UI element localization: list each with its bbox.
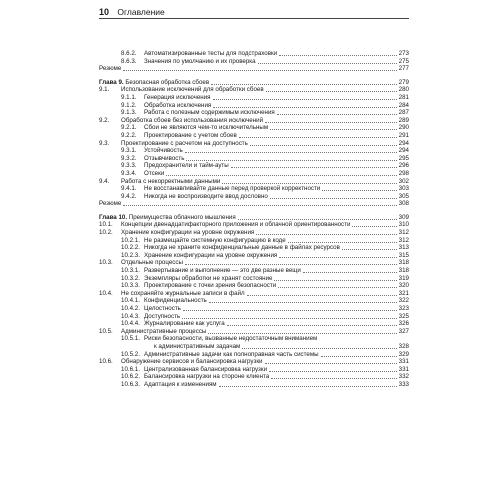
toc-entry-title [144, 335, 317, 343]
toc-entry[interactable] [99, 140, 409, 148]
toc-entry[interactable] [99, 117, 409, 125]
leader-dots [271, 378, 396, 379]
toc-entry-text: Устойчивость [144, 147, 183, 155]
toc-entry-text: Целостность [144, 305, 181, 312]
toc-page-number: 331 [398, 358, 409, 366]
toc-entry-text: Хранение конфигурации на уровне окружения [121, 229, 255, 237]
toc-entry-number: 9.2.2. [121, 131, 137, 139]
toc-entry-title [144, 297, 207, 305]
toc-page-number: 305 [398, 192, 409, 200]
toc-page-number: 321 [398, 289, 409, 297]
toc-page-number: 322 [398, 297, 409, 305]
leader-dots [123, 205, 396, 206]
toc-entry-text: Проектирование с расчетом на доступность [121, 139, 248, 147]
toc-entry[interactable] [99, 297, 409, 305]
toc-page-number: 315 [398, 251, 409, 259]
toc-entry-number: 10.4.4. [121, 320, 140, 328]
toc-entry-text: Резюме [99, 65, 122, 73]
toc-page-number: 273 [398, 50, 409, 57]
leader-dots [182, 318, 397, 319]
toc-entry-title [121, 259, 183, 267]
toc-entry[interactable] [99, 358, 409, 366]
toc-entry-number: 9.4. [99, 177, 110, 185]
toc-entry[interactable] [99, 185, 409, 193]
toc-entry-title [121, 178, 220, 186]
toc-entry-text: Использование исключений для обработки сбоев [121, 86, 264, 94]
toc-entry-title [144, 244, 340, 252]
toc-entry-number: 10.5. [99, 327, 113, 335]
toc-entry-title [121, 86, 264, 94]
toc-entry[interactable] [99, 124, 409, 132]
leader-dots [352, 226, 396, 227]
toc-page-number: 275 [398, 57, 409, 65]
toc-entry-number: 9.4.1. [121, 185, 137, 193]
toc-page-number: 331 [398, 365, 409, 373]
toc-entry-number: 9.4.2. [121, 192, 137, 200]
toc-page-number: 280 [398, 86, 409, 94]
leader-dots [242, 348, 396, 349]
leader-dots [185, 152, 397, 153]
toc-page-number: 289 [398, 116, 409, 124]
toc-page-number: 308 [398, 200, 409, 208]
toc-entry-title [99, 65, 121, 73]
toc-entry-number: 10.2.2. [121, 244, 140, 252]
toc-entry-text: Автоматизированные тесты для подстраховки [144, 50, 278, 57]
toc-entry-title [144, 252, 277, 260]
toc-entry-title [121, 290, 245, 298]
toc-page-number: 326 [398, 320, 409, 328]
toc-summary[interactable] [99, 65, 409, 73]
toc-entry[interactable] [99, 109, 409, 117]
toc-entry-title [99, 200, 121, 208]
toc-entry-number: 9.1.2. [121, 101, 137, 109]
chapter-label: Глава 10. [99, 213, 128, 221]
toc-entry[interactable] [99, 313, 409, 321]
page-number: 10 [99, 7, 110, 17]
leader-dots [269, 371, 397, 372]
leader-dots [274, 280, 396, 281]
toc-entry[interactable] [99, 244, 409, 252]
toc-page-number: 327 [398, 327, 409, 335]
running-header [99, 5, 409, 19]
toc-entry-text: Работа с полезным содержимым исключения [144, 109, 275, 117]
toc-entry[interactable] [99, 193, 409, 201]
toc-entry-text: Концепции двенадцатифакторного приложения и облачной ориентированности [121, 221, 351, 229]
toc-entry-title [144, 132, 237, 140]
leader-dots [321, 356, 397, 357]
toc-entry-number: 10.4. [99, 289, 113, 297]
toc-page-number: 296 [398, 162, 409, 170]
toc-entry-title [144, 58, 256, 66]
toc-chapter[interactable] [99, 79, 409, 87]
toc-entry-text: Развертывание и выполнение — это две разные вещи [144, 267, 301, 275]
toc-page-number: 290 [398, 124, 409, 132]
toc-entry-number: 9.1.3. [121, 109, 137, 117]
toc-entry[interactable] [99, 132, 409, 140]
leader-dots [219, 386, 397, 387]
toc-entry-number: 10.4.1. [121, 297, 140, 305]
toc-page-number: 279 [398, 78, 409, 86]
toc-entry-text: Обнаружение сервисов и балансировка нагрузки [121, 358, 263, 366]
leader-dots [247, 295, 397, 296]
leader-dots [265, 122, 397, 123]
leader-dots [256, 234, 396, 235]
toc-entry-text: Проектирование с точки зрения безопасности [144, 282, 277, 290]
toc-entry-title [144, 275, 272, 283]
toc-entry[interactable] [99, 290, 409, 298]
toc-page-number: 325 [398, 312, 409, 320]
toc-entry-title [121, 358, 263, 366]
toc-page-number: 281 [398, 93, 409, 101]
toc-entry-title [144, 320, 225, 328]
leader-dots [270, 129, 397, 130]
toc-entry-title [144, 124, 268, 132]
toc-entry-number: 9.2.1. [121, 124, 137, 132]
toc-entry-number: 10.5.2. [121, 350, 140, 358]
toc-entry-text: Значения по умолчанию и их проверка [144, 57, 256, 65]
toc-entry-text: Обработка исключения [144, 101, 212, 109]
toc-entry-title [144, 162, 229, 170]
toc-entry-title [121, 221, 350, 229]
toc-entry-title [121, 140, 248, 148]
toc-entry-text: Экземпляры обработки не хранят состояние [144, 274, 273, 282]
toc-entry-text: Обработка сбоев без использования исключений [121, 116, 264, 124]
toc-entry-title [144, 366, 267, 374]
toc-entry[interactable] [99, 147, 409, 155]
toc-entry-title [144, 381, 217, 389]
leader-dots [258, 63, 397, 64]
toc-entry-title [144, 94, 211, 102]
leader-dots [278, 287, 396, 288]
toc-entry-text: Не размещайте системную конфигурацию в коде [144, 236, 286, 244]
leader-dots [208, 333, 396, 334]
toc-page-number: 295 [398, 154, 409, 162]
toc-page-number: 287 [398, 109, 409, 117]
toc-entry-text: Работа с некорректными данными [121, 177, 221, 185]
toc-page-number: 298 [398, 169, 409, 177]
toc-entry-title [144, 193, 268, 201]
leader-dots [183, 310, 397, 311]
table-of-contents [99, 50, 409, 389]
toc-entry-text: Не сохраняйте журнальные записи в файл [121, 289, 245, 297]
toc-entry-number: 9.3.1. [121, 147, 137, 155]
leader-dots [123, 70, 396, 71]
toc-entry[interactable] [99, 282, 409, 290]
toc-page-number: 303 [398, 185, 409, 193]
toc-entry-text: Резюме [99, 200, 122, 208]
toc-entry-title [144, 313, 180, 321]
toc-page-number: 294 [398, 139, 409, 147]
toc-entry[interactable] [99, 229, 409, 237]
toc-entry-text: Отдельные процессы [121, 259, 183, 267]
toc-entry[interactable] [99, 328, 409, 336]
toc-entry-text: Административные процессы [121, 327, 207, 335]
leader-dots [277, 114, 397, 115]
toc-entry-number: 9.3.2. [121, 154, 137, 162]
toc-entry-title [144, 155, 184, 163]
toc-entry[interactable] [99, 162, 409, 170]
toc-entry-title [144, 282, 276, 290]
leader-dots [266, 91, 397, 92]
toc-entry-title [144, 147, 183, 155]
toc-entry-title [144, 237, 286, 245]
toc-entry-text: Административные задачи как полноправная часть системы [144, 350, 319, 358]
toc-entry-number: 10.6.2. [121, 373, 140, 381]
toc-entry-title [144, 102, 211, 110]
toc-entry-text: Никогда не храните конфиденциальные данные в файлах ресурсов [144, 244, 340, 252]
toc-entry-number: 9.1. [99, 86, 110, 94]
toc-entry-number: 10.4.2. [121, 305, 140, 312]
toc-entry-text: Не восстанавливайте данные перед проверкой корректности [144, 185, 321, 193]
toc-page-number: 323 [398, 305, 409, 312]
toc-page-number: 332 [398, 373, 409, 381]
toc-entry-text: Централизованная балансировка нагрузки [144, 365, 268, 373]
toc-page-number: 329 [398, 350, 409, 358]
toc-page-number: 302 [398, 177, 409, 185]
toc-entry-number: 10.2. [99, 229, 113, 237]
leader-dots [186, 160, 396, 161]
toc-page-number: 284 [398, 101, 409, 109]
leader-dots [209, 302, 397, 303]
toc-page-number: 312 [398, 229, 409, 237]
toc-entry[interactable] [99, 275, 409, 283]
toc-entry-text: Отсеки [144, 169, 165, 177]
leader-dots [288, 242, 397, 243]
toc-page-number: 313 [398, 244, 409, 252]
toc-page-number: 320 [398, 282, 409, 290]
toc-page-number: 328 [398, 342, 409, 350]
toc-entry-number: 10.3.2. [121, 274, 140, 282]
leader-dots [213, 107, 396, 108]
toc-entry-title [144, 50, 277, 58]
running-title: Оглавление [117, 7, 165, 17]
toc-entry-number: 10.4.3. [121, 312, 140, 320]
toc-entry-number: 10.1. [99, 221, 113, 229]
toc-entry[interactable] [99, 373, 409, 381]
toc-entry[interactable] [99, 170, 409, 178]
toc-entry-text: Безопасная обработка сбоев [125, 78, 210, 86]
toc-entry-text: Сбои не являются чем-то исключительным [144, 124, 269, 132]
toc-entry-text: Доступность [144, 312, 181, 320]
toc-entry-number: 10.3. [99, 259, 113, 267]
toc-entry[interactable] [99, 178, 409, 186]
toc-entry-text: Адаптация к изменениям [144, 380, 217, 388]
toc-entry[interactable] [99, 155, 409, 163]
toc-entry-title [144, 373, 269, 381]
chapter-label: Глава 9. [99, 78, 124, 86]
leader-dots [279, 257, 396, 258]
toc-entry[interactable] [99, 50, 409, 58]
toc-entry-title [121, 229, 254, 237]
toc-entry-number: 10.3.3. [121, 282, 140, 290]
leader-dots [265, 363, 397, 364]
toc-entry-text: Генерация исключения [144, 93, 211, 101]
toc-entry-number: 9.3.3. [121, 162, 137, 170]
toc-entry-number: 10.2.1. [121, 236, 140, 244]
toc-entry-number: 9.2. [99, 116, 110, 124]
toc-entry-number: 10.6.3. [121, 380, 140, 388]
leader-dots [185, 264, 397, 265]
toc-entry[interactable] [99, 86, 409, 94]
toc-entry-title [144, 267, 301, 275]
toc-summary[interactable] [99, 200, 409, 208]
toc-page-number: 309 [398, 213, 409, 221]
toc-entry[interactable] [99, 320, 409, 328]
toc-entry-number: 10.2.3. [121, 251, 140, 259]
toc-page-number: 312 [398, 236, 409, 244]
toc-entry[interactable] [99, 259, 409, 267]
toc-entry-title [121, 328, 206, 336]
toc-entry-title [144, 185, 320, 193]
toc-entry-text: Проектирование с учетом сбоев [144, 131, 237, 139]
toc-entry-text: Предохранители и тайм-ауты [144, 162, 229, 170]
toc-entry[interactable] [99, 221, 409, 229]
toc-entry[interactable] [99, 381, 409, 389]
toc-entry-title [144, 170, 164, 178]
toc-entry-number: 8.6.2. [121, 50, 137, 57]
toc-entry-text: Хранение конфигурации на уровне окружения [144, 251, 278, 259]
leader-dots [322, 190, 396, 191]
toc-page-number: 294 [398, 147, 409, 155]
toc-entry-number: 10.3.1. [121, 267, 140, 275]
toc-entry-text: Балансировка нагрузки на стороне клиента [144, 373, 270, 381]
toc-page-number: 310 [398, 221, 409, 229]
toc-entry-number: 10.6.1. [121, 365, 140, 373]
toc-page-number: 291 [398, 131, 409, 139]
toc-entry[interactable] [99, 335, 409, 350]
toc-entry-text: Никогда не воспроизводите ввод дословно [144, 192, 268, 200]
leader-dots [227, 325, 397, 326]
toc-entry-number: 9.3.4. [121, 169, 137, 177]
toc-entry-text: Риски безопасности, вызванные недостаточным вниманием [144, 335, 318, 343]
toc-entry-text: Конфиденциальность [144, 297, 207, 305]
toc-page-number: 333 [398, 380, 409, 388]
toc-entry-number: 8.6.3. [121, 57, 137, 65]
leader-dots [211, 84, 397, 85]
toc-entry-text: Преимущества облачного мышления [128, 213, 236, 221]
toc-entry-number: 9.3. [99, 139, 110, 147]
toc-entry-number: 10.5.1. [121, 335, 140, 343]
toc-page-number: 318 [398, 259, 409, 267]
leader-dots [279, 55, 396, 56]
toc-page-number: 318 [398, 267, 409, 275]
toc-page-number: 319 [398, 274, 409, 282]
toc-entry[interactable] [99, 58, 409, 66]
toc-entry-title [144, 305, 181, 313]
leader-dots [222, 183, 396, 184]
leader-dots [166, 175, 396, 176]
toc-entry[interactable] [99, 102, 409, 110]
leader-dots [239, 137, 397, 138]
toc-entry-title [144, 109, 275, 117]
toc-entry[interactable] [99, 94, 409, 102]
leader-dots [238, 219, 397, 220]
toc-entry[interactable] [99, 366, 409, 374]
leader-dots [213, 99, 397, 100]
toc-entry[interactable] [99, 252, 409, 260]
leader-dots [303, 272, 397, 273]
toc-entry-title [121, 117, 263, 125]
toc-chapter[interactable] [99, 214, 409, 222]
toc-entry-title [99, 214, 236, 222]
toc-entry-text: Отзывчивость [144, 154, 185, 162]
toc-entry-text: Журналирование как услуга [144, 320, 225, 328]
toc-entry-text-continued: к административным задачам [154, 342, 241, 350]
leader-dots [250, 145, 397, 146]
toc-entry[interactable] [99, 351, 409, 359]
toc-entry-number: 10.6. [99, 358, 113, 366]
toc-entry[interactable] [99, 267, 409, 275]
leader-dots [270, 198, 397, 199]
toc-entry-title [99, 79, 209, 87]
leader-dots [342, 249, 397, 250]
toc-entry[interactable] [99, 305, 409, 313]
header-rule [99, 18, 409, 19]
leader-dots [231, 167, 397, 168]
toc-entry-number: 9.1.1. [121, 93, 137, 101]
toc-page-number: 277 [398, 65, 409, 73]
toc-entry[interactable] [99, 237, 409, 245]
toc-entry-title [144, 351, 319, 359]
